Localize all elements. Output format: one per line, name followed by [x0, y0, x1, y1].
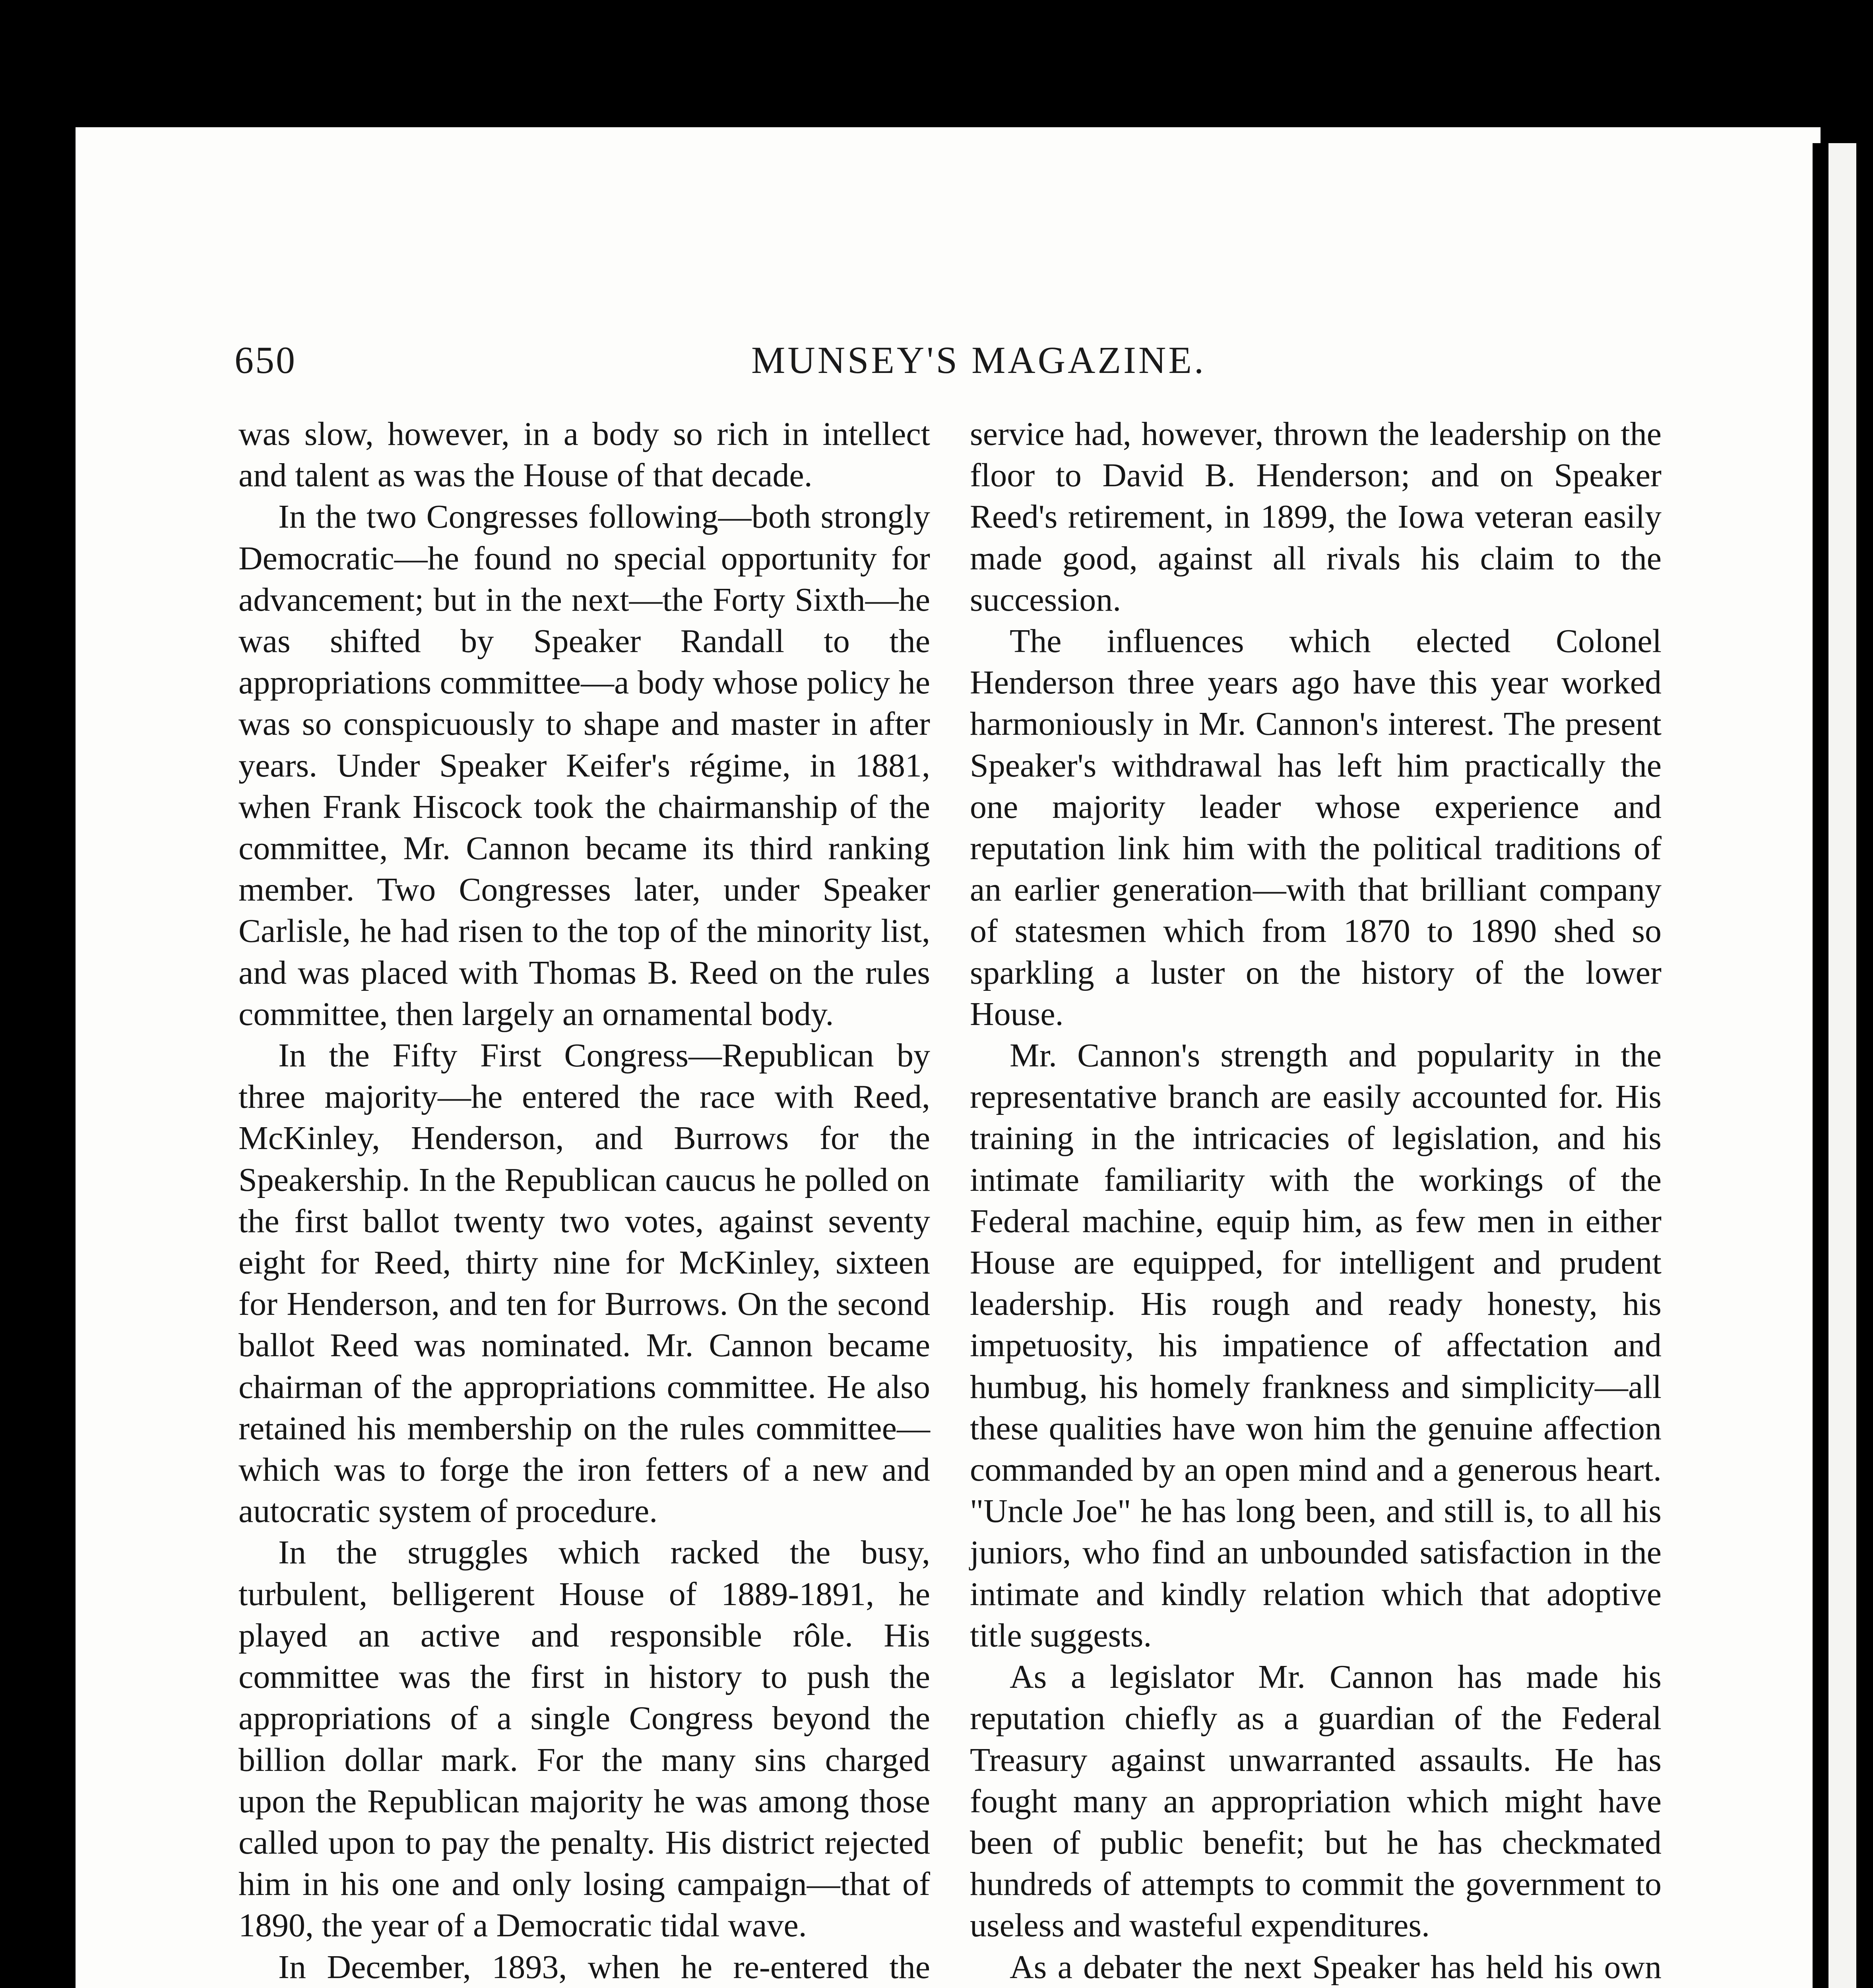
- right-paragraph-5: As a debater the next Speaker has held his own: [1010, 1948, 1662, 1986]
- page-gutter: [1813, 143, 1828, 1988]
- right-paragraph-3: Mr. Cannon's strength and popularity in the representative branch are easily accounted for. His training in the intricacies of legislation, and his intimate familiarity with the workings of the Federal machine, equip him, as few men in either House are equipped, for intelligent and prudent leadership. His rough and ready honesty, his impetuosity, his impatience of affectation and humbug, his homely frankness and simplicity—all these qualities have won him the genuine affection commanded by an open mind and a generous heart. "Uncle Joe" he has long been, and still is, to all his juniors, who find an unbounded satisfaction in the intimate and kindly relation which that adoptive title suggests.: [970, 1037, 1662, 1654]
- left-paragraph-4: In the struggles which racked the busy, turbulent, belligerent House of 1889-1891, he played an active and responsible rôle. His committee was the first in history to push the appropriations of a single Congress beyond the billion dollar mark. For the many sins charged upon the Republican majority he was among those called upon to pay the penalty. His district rejected him in his one and only losing campaign—that of 1890, the year of a Democratic tidal wave.: [238, 1534, 930, 1944]
- right-paragraph-2: The influences which elected Colonel Henderson three years ago have this year worked harmoniously in Mr. Cannon's interest. The present Speaker's withdrawal has left him practically the one majority leader whose experience and reputation link him with the political traditions of an earlier generation—with that brilliant company of statesmen which from 1870 to 1890 shed so sparkling a luster on the history of the lower House.: [970, 623, 1662, 1033]
- right-paragraph-4: As a legislator Mr. Cannon has made his reputation chiefly as a guardian of the Federal Treasury against unwarranted assaults. He has fought many an appropriation which might have been of public benefit; but he has checkmated hundreds of attempts to commit the government to useless and wasteful expenditures.: [970, 1658, 1662, 1944]
- next-page-edge: [1828, 143, 1856, 1988]
- left-paragraph-2: In the two Congresses following—both strongly Democratic—he found no special opportunity for advancement; but in the next—the Forty Sixth—he was shifted by Speaker Randall to the appropriations committee—a body whose policy he was so conspicuously to shape and master in after years. Under Speaker Keifer's régime, in 1881, when Frank Hiscock took the chairmanship of the committee, Mr. Cannon became its third ranking member. Two Congresses later, under Speaker Carlisle, he had risen to the top of the minority list, and was placed with Thomas B. Reed on the rules committee, then largely an ornamental body.: [238, 498, 930, 1033]
- right-paragraph-1: service had, however, thrown the leadership on the floor to David B. Henderson; and on Speaker Reed's retirement, in 1899, the Iowa veteran easily made good, against all rivals his claim to the succession.: [970, 415, 1662, 618]
- page-header: [235, 338, 1705, 394]
- left-paragraph-5: In December, 1893, when he re-entered the: [278, 1948, 930, 1986]
- running-title: MUNSEY'S MAGAZINE.: [751, 339, 1206, 381]
- left-paragraph-1: was slow, however, in a body so rich in intellect and talent as was the House of that decade.: [238, 415, 930, 494]
- left-column: [238, 414, 930, 1988]
- right-column: [970, 414, 1662, 1988]
- page-number: 650: [235, 339, 297, 381]
- left-paragraph-3: In the Fifty First Congress—Republican by three majority—he entered the race with Reed, McKinley, Henderson, and Burrows for the Speakership. In the Republican caucus he polled on the first ballot twenty two votes, against seventy eight for Reed, thirty nine for McKinley, sixteen for Henderson, and ten for Burrows. On the second ballot Reed was nominated. Mr. Cannon became chairman of the appropriations committee. He also retained his membership on the rules committee—which was to forge the iron fetters of a new and autocratic system of procedure.: [238, 1037, 930, 1530]
